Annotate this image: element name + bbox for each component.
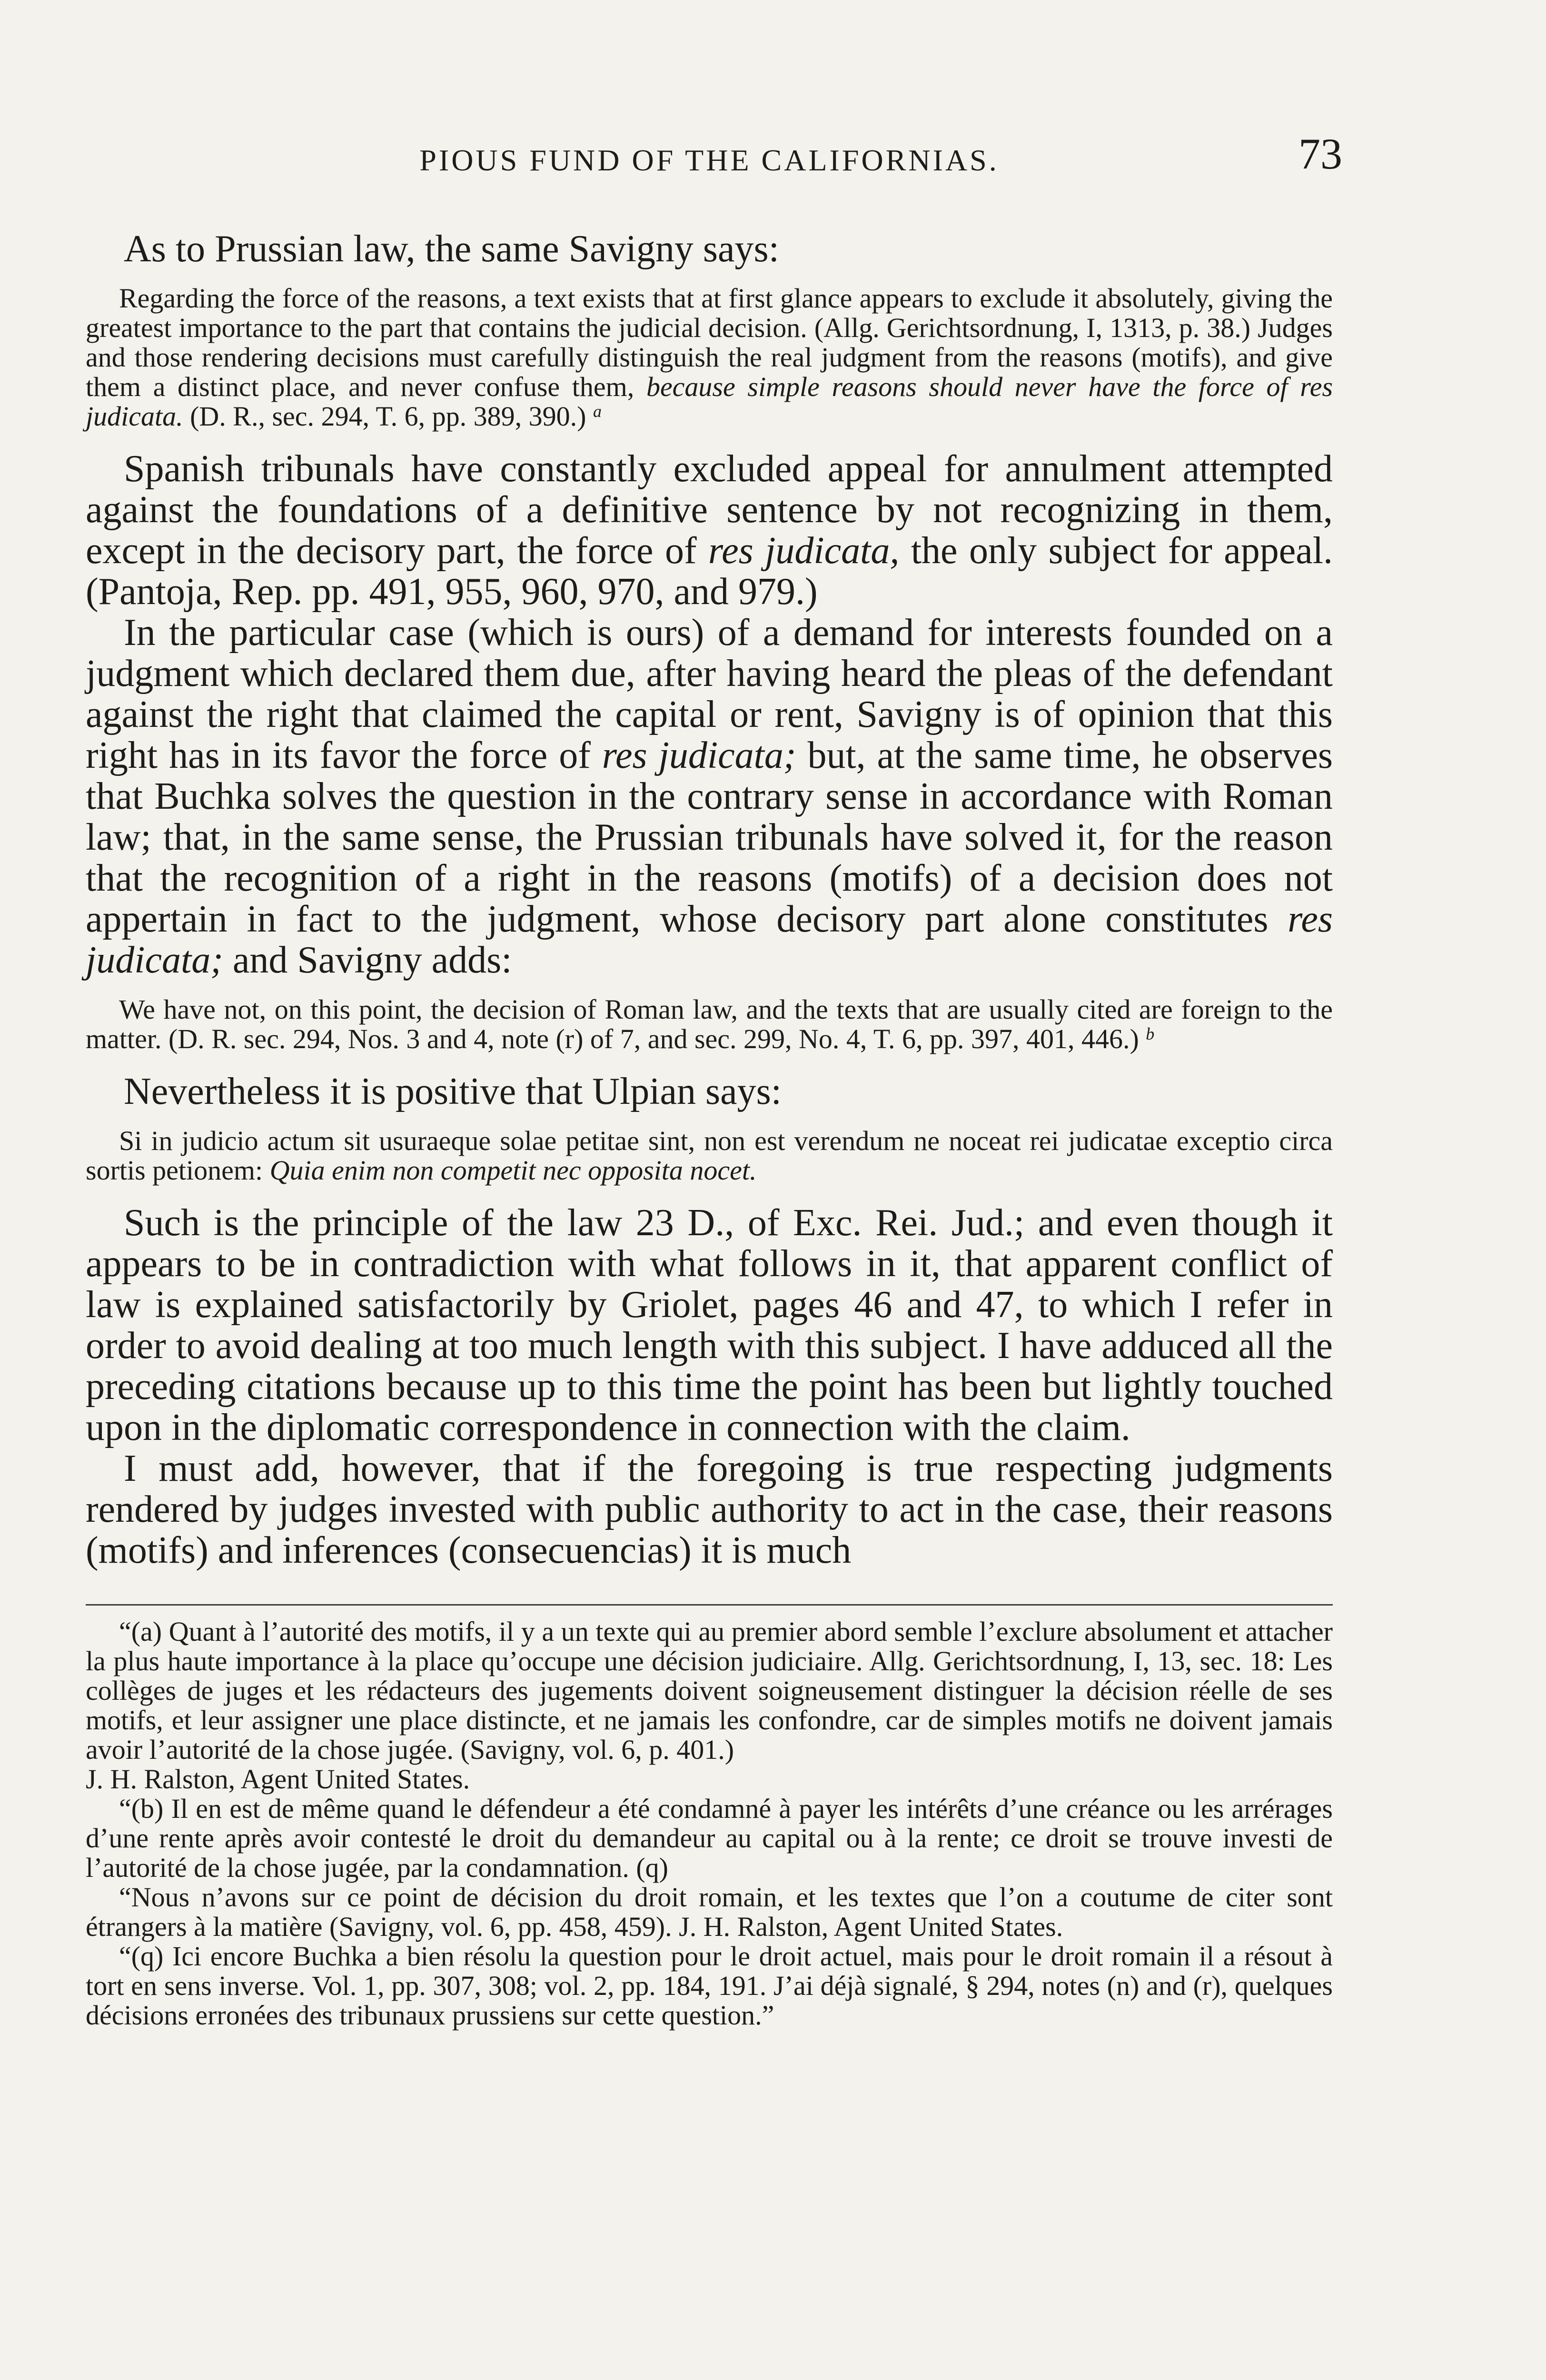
paragraph-spanish-tribunals [86,448,1333,612]
paragraph-italic-term: res judicata, [708,530,900,572]
paragraph-text: Spanish tribunals have constantly excluded appeal for annulment attempted against the foundations of a definitive sentence by not recognizing in them, except in the decisory part, the force of [86,448,1333,572]
footnote-a [86,1617,1333,1765]
paragraph-principle [86,1202,1333,1448]
paragraph-text: I must add, however, that if the foregoing is true respecting judgments rendered by judges invested with public authority to act in the case, their reasons (motifs) and inferences (consecuencias) it is much [86,1448,1333,1571]
footnote-q [86,1942,1333,2030]
quote-italic-text: Quia enim non competit nec opposita nocet. [269,1155,757,1186]
footnote-ref-a: a [593,402,602,421]
page-body [86,228,1333,2030]
footnote-ref-b: b [1146,1024,1155,1044]
quote-text: Regarding the force of the reasons, a text exists that at first glance appears to exclude it absolutely, giving the greatest importance to the part that contains the judicial decision. (Allg. Gerichtsordnung, I, 1313, p. 38.) Judges and those rendering decisions must carefully distinguish the real judgment from the reasons (motifs), and give them a distinct place, and never confuse them, [86,283,1333,402]
quote-italic-text: because simple reasons should never have the force of res judicata. [86,371,1333,432]
quote-citation: (D. R., sec. 294, T. 6, pp. 389, 390.) [190,401,586,432]
quote-text: Si in judicio actum sit usuraeque solae petitae sint, non est verendum ne noceat rei judicatae exceptio circa sortis petionem: [86,1125,1333,1186]
paragraph-text: the only subject for appeal. (Pantoja, Rep. pp. 491, 955, 960, 970, and 979.) [86,530,1333,613]
running-head: PIOUS FUND OF THE CALIFORNIAS. [419,143,999,177]
paragraph-ulpian [86,1071,1333,1112]
block-quote-savigny-prussian [86,284,1333,431]
footnote-b [86,1794,1333,1883]
page-number: 73 [1298,129,1342,178]
paragraph-text: Such is the principle of the law 23 D., of Exc. Rei. Jud.; and even though it appears to be in contradiction with what follows in it, that apparent conflict of law is explained satisfactorily by Griolet, pages 46 and 47, to which I refer in order to avoid dealing at too much length with this subject. I have adduced all the preceding citations because up to this time the point has been but lightly touched upon in the diplomatic correspondence in connection with the claim. [86,1202,1333,1448]
block-quote-latin [86,1126,1333,1185]
footnote-text: “(b) Il en est de même quand le défendeur a été condamné à payer les intérêts d’une créance ou les arrérages d’une rente après avoir contesté le droit du demandeur au capital ou à la rente; ce droit se trouve investi de l’autorité de la chose jugée, par la condamnation. (q) [86,1793,1333,1883]
paragraph-text: but, at the same time, he observes that Buchka solves the question in the contrary sense in accordance with Roman law; that, in the same sense, the Prussian tribunals have solved it, for the reason that the recognition of a right in the reasons (motifs) of a decision does not appertain in fact to the judgment, whose decisory part alone constitutes [86,734,1333,940]
paragraph-italic-term: res judicata; [86,898,1333,981]
footnote-a-signature: J. H. Ralston, Agent United States. [86,1764,470,1795]
paragraph-particular-case [86,612,1333,981]
paragraph-text: In the particular case (which is ours) of a demand for interests founded on a judgment which declared them due, after having heard the pleas of the defendant against the right that claimed the capital or rent, Savigny is of opinion that this right has in its favor the force of [86,612,1333,776]
footnote-divider [86,1604,1333,1606]
block-quote-roman-law [86,995,1333,1054]
paragraph-text: Nevertheless it is positive that Ulpian says: [124,1071,782,1112]
footnote-text: “(a) Quant à l’autorité des motifs, il y a un texte qui au premier abord semble l’exclure absolument et attacher la plus haute importance à la place qu’occupe une décision judiciaire. Allg. Gerichtsordnung, I, 13, sec. 18: Les collèges de juges et les rédacteurs des jugements doivent soigneusement distinguer la décision réelle de ses motifs, et leur assigner une place distincte, et ne jamais les confondre, car de simples motifs ne doivent jamais avoir l’autorité de la chose jugée. (Savigny, vol. 6, p. 401.) [86,1616,1333,1765]
quote-text: We have not, on this point, the decision of Roman law, and the texts that are usually cited are foreign to the matter. (D. R. sec. 294, Nos. 3 and 4, note (r) of 7, and sec. 299, No. 4, T. 6, pp. 397, 401, 446.) [86,994,1333,1054]
footnote-text: “Nous n’avons sur ce point de décision du droit romain, et les textes que l’on a coutume de citer sont étrangers à la matière (Savigny, vol. 6, pp. 458, 459). J. H. Ralston, Agent United States. [86,1882,1333,1942]
paragraph-text: and Savigny adds: [232,939,512,981]
paragraph-italic-term: res judicata; [602,734,796,776]
footnote-b-continued [86,1883,1333,1942]
paragraph-prussian-law [86,228,1333,269]
footnote-text: “(q) Ici encore Buchka a bien résolu la question pour le droit actuel, mais pour le droit romain il a résout à tort en sens inverse. Vol. 1, pp. 307, 308; vol. 2, pp. 184, 191. J’ai déjà signalé, § 294, notes (n) and (r), quelques décisions erronées des tribunaux prussiens sur cette question.” [86,1941,1333,2031]
paragraph-must-add [86,1448,1333,1571]
paragraph-text: As to Prussian law, the same Savigny says: [124,228,779,270]
